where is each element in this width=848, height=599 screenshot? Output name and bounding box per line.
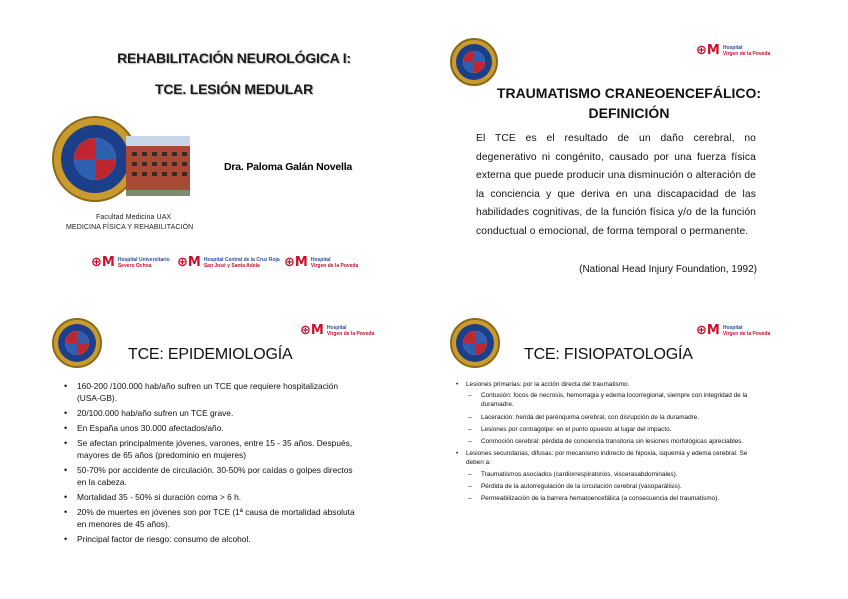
slide2-title-line2: DEFINICIÓN [588,105,670,121]
logo-text-line2: Virgen de la Poveda [722,330,771,337]
list-item: • Se afectan principalmente jóvenes, varones, entre 15 - 35 años. Después, mayores de 65 años (predominio en mujeres) [60,437,360,461]
hospital-logo-cruz-roja: ⊕M Hospital Central de la Cruz Roja San José y Santa Adela [177,255,280,270]
logo-text-line1: Hospital [722,44,743,51]
university-seal-logo [450,38,498,86]
slide2-title-line1: TRAUMATISMO CRANEOENCEFÁLICO: [496,85,762,101]
slide4-title: TCE: FISIOPATOLOGÍA [524,346,693,363]
logo-text-line2: Severo Ochoa [117,262,152,269]
slide-definition [424,30,804,290]
faculty-building-photo [126,136,190,196]
list-item: • 160-200 /100.000 hab/año sufren un TCE que requiere hospitalización (USA-GB). [60,380,360,404]
list-item: • 20% de muertes en jóvenes son por TCE (1ª causa de mortalidad absoluta en menores de 45 años). [60,506,360,530]
logo-text-line1: Hospital Universitario [117,256,170,263]
slide3-title: TCE: EPIDEMIOLOGÍA [128,346,293,363]
list-item-primary [454,380,754,446]
list-subitem: – Contusión: focos de necrosis, hemorragia y edema locorregional, siempre con integridad de la duramadre. [466,391,754,409]
department-name: MEDICINA FÍSICA Y REHABILITACIÓN [66,224,194,231]
list-item: • Mortalidad 35 - 50% si duración coma > 6 h. [60,491,360,503]
list-item: • 20/100.000 hab/año sufren un TCE grave. [60,407,360,419]
slide-epidemiology [44,310,424,570]
logo-text-line1: Hospital [326,324,347,331]
logo-text-line1: Hospital [722,324,743,331]
university-seal-logo [450,318,500,368]
physiopathology-list [454,380,754,506]
hospital-logo-virgen-poveda: ⊕M Hospital Virgen de la Poveda [284,255,359,270]
list-subitem: – Conmoción cerebral: pérdida de conciencia transitoria sin lesiones morfológicas apreciables. [466,437,754,446]
definition-citation: (National Head Injury Foundation, 1992) [579,264,757,275]
university-seal-logo [52,318,102,368]
secondary-lesions-heading: Lesiones secundarias, difusas: por mecanismo indirecto de hipoxia, isquemia y edema cerebral. Se deben a: [466,450,748,467]
hospital-logo-virgen-poveda: ⊕M Hospital Virgen de la Poveda [696,43,771,58]
list-subitem: – Pérdida de la autorregulación de la circulación cerebral (vasoparálisis). [466,482,754,491]
definition-text: El TCE es el resultado de un daño cerebral, no degenerativo ni congénito, causado por una fuerza física externa que puede producir una disminución o alteración de la conciencia y que deriva en una discapacidad de las habilidades cognitivas, de la función física y/o de la función conductual o emocional, de forma temporal o permanente. [476,133,756,237]
hospital-logo-virgen-poveda: ⊕M Hospital Virgen de la Poveda [300,323,375,338]
list-item-secondary [454,449,754,503]
logo-text-line2: Virgen de la Poveda [326,330,375,337]
list-item: • Principal factor de riesgo: consumo de alcohol. [60,533,360,545]
epidemiology-list [60,380,360,548]
logo-text-line2: Virgen de la Poveda [722,50,771,57]
slide1-title-line1: REHABILITACIÓN NEUROLÓGICA I: [117,50,351,66]
slide-physiopathology [424,310,804,570]
hospital-logo-severo-ochoa: ⊕M Hospital Universitario Severo Ochoa [91,255,170,270]
logo-text-line1: Hospital Central de la Cruz Roja [203,256,280,263]
list-subitem: – Laceración: herida del parénquima cerebral, con disrupción de la duramadre. [466,413,754,422]
list-subitem: – Permeabilización de la barrera hematoencefálica (a consecuencia del traumatismo). [466,494,754,503]
logo-text-line2: Virgen de la Poveda [310,262,359,269]
logo-text-line2: San José y Santa Adela [203,262,260,269]
list-subitem: – Lesiones por contragolpe: en el punto opuesto al lugar del impacto. [466,425,754,434]
slide1-title-line2: TCE. LESIÓN MEDULAR [155,81,313,97]
list-item: • En España unos 30.000 afectados/año. [60,422,360,434]
hospital-logo-virgen-poveda: ⊕M Hospital Virgen de la Poveda [696,323,771,338]
list-subitem: – Traumatismos asociados (cardiorrespiratorios, viscerasabdominales). [466,470,754,479]
faculty-name: Facultad Medicina UAX [96,214,172,221]
list-item: • 50-70% por accidente de circulación. 30-50% por caídas o golpes directos en la cabeza. [60,464,360,488]
primary-lesions-heading: Lesiones primarias: por la acción directa del traumatismo. [466,381,630,388]
logo-text-line1: Hospital [310,256,331,263]
slide-title [44,30,424,290]
author-name: Dra. Paloma Galán Novella [224,161,353,173]
